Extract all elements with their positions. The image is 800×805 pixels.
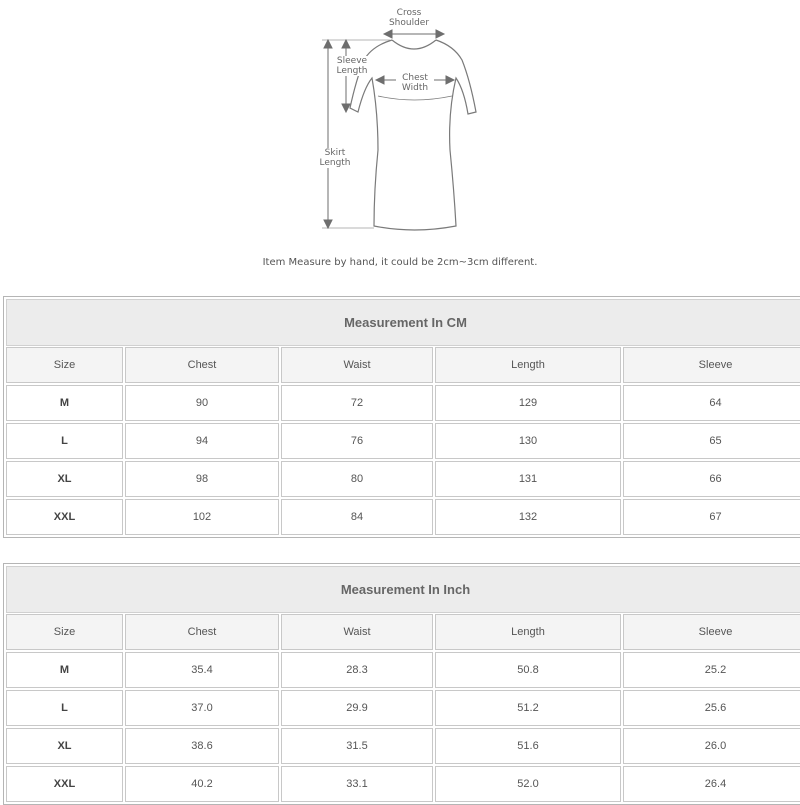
table-cell: 28.3 bbox=[281, 652, 433, 688]
table-cell: 52.0 bbox=[435, 766, 621, 802]
table-cell: 31.5 bbox=[281, 728, 433, 764]
table-row bbox=[4, 460, 800, 498]
table-row bbox=[4, 727, 800, 765]
cm-table-title: Measurement In CM bbox=[6, 299, 800, 346]
table-row bbox=[4, 689, 800, 727]
table-cell: 29.9 bbox=[281, 690, 433, 726]
dress-outline-illustration bbox=[0, 0, 800, 290]
table-cell: 131 bbox=[435, 461, 621, 497]
inch-measurement-table bbox=[3, 563, 800, 805]
table-cell: 25.6 bbox=[623, 690, 800, 726]
table-cell: 38.6 bbox=[125, 728, 279, 764]
header-cell: Chest bbox=[125, 347, 279, 383]
header-cell: Sleeve bbox=[623, 347, 800, 383]
size-cell: M bbox=[6, 652, 123, 688]
table-cell: 84 bbox=[281, 499, 433, 535]
cross-shoulder-label: Cross Shoulder bbox=[388, 8, 430, 28]
table-cell: 72 bbox=[281, 385, 433, 421]
skirt-length-label: Skirt Length bbox=[314, 148, 356, 168]
neckline bbox=[392, 40, 436, 49]
table-cell: 51.2 bbox=[435, 690, 621, 726]
table-cell: 66 bbox=[623, 461, 800, 497]
table-row bbox=[4, 384, 800, 422]
bodice-seam bbox=[378, 96, 452, 100]
table-row bbox=[4, 651, 800, 689]
size-diagram bbox=[0, 0, 800, 290]
header-cell: Waist bbox=[281, 614, 433, 650]
header-cell: Length bbox=[435, 347, 621, 383]
table-cell: 132 bbox=[435, 499, 621, 535]
table-row bbox=[4, 765, 800, 803]
size-cell: XL bbox=[6, 461, 123, 497]
size-cell: L bbox=[6, 423, 123, 459]
table-cell: 90 bbox=[125, 385, 279, 421]
size-cell: L bbox=[6, 690, 123, 726]
table-cell: 76 bbox=[281, 423, 433, 459]
table-cell: 67 bbox=[623, 499, 800, 535]
table-cell: 129 bbox=[435, 385, 621, 421]
header-cell: Chest bbox=[125, 614, 279, 650]
table-cell: 80 bbox=[281, 461, 433, 497]
size-cell: M bbox=[6, 385, 123, 421]
table-cell: 26.4 bbox=[623, 766, 800, 802]
chest-width-label: Chest Width bbox=[396, 73, 434, 93]
table-cell: 94 bbox=[125, 423, 279, 459]
table-cell: 33.1 bbox=[281, 766, 433, 802]
header-cell: Size bbox=[6, 614, 123, 650]
table-cell: 37.0 bbox=[125, 690, 279, 726]
table-cell: 35.4 bbox=[125, 652, 279, 688]
table-row bbox=[4, 422, 800, 460]
header-cell: Waist bbox=[281, 347, 433, 383]
table-header-row bbox=[4, 346, 800, 384]
table-header-row bbox=[4, 613, 800, 651]
size-cell: XXL bbox=[6, 766, 123, 802]
table-cell: 65 bbox=[623, 423, 800, 459]
table-cell: 130 bbox=[435, 423, 621, 459]
sleeve-length-label: Sleeve Length bbox=[330, 56, 374, 76]
table-row bbox=[4, 498, 800, 536]
size-cell: XXL bbox=[6, 499, 123, 535]
table-cell: 25.2 bbox=[623, 652, 800, 688]
cm-measurement-table bbox=[3, 296, 800, 538]
table-cell: 64 bbox=[623, 385, 800, 421]
inch-table-title: Measurement In Inch bbox=[6, 566, 800, 613]
table-cell: 98 bbox=[125, 461, 279, 497]
table-cell: 40.2 bbox=[125, 766, 279, 802]
table-cell: 50.8 bbox=[435, 652, 621, 688]
table-cell: 26.0 bbox=[623, 728, 800, 764]
header-cell: Sleeve bbox=[623, 614, 800, 650]
header-cell: Size bbox=[6, 347, 123, 383]
table-cell: 51.6 bbox=[435, 728, 621, 764]
measure-note: Item Measure by hand, it could be 2cm~3cm different. bbox=[262, 257, 538, 268]
size-cell: XL bbox=[6, 728, 123, 764]
table-cell: 102 bbox=[125, 499, 279, 535]
header-cell: Length bbox=[435, 614, 621, 650]
